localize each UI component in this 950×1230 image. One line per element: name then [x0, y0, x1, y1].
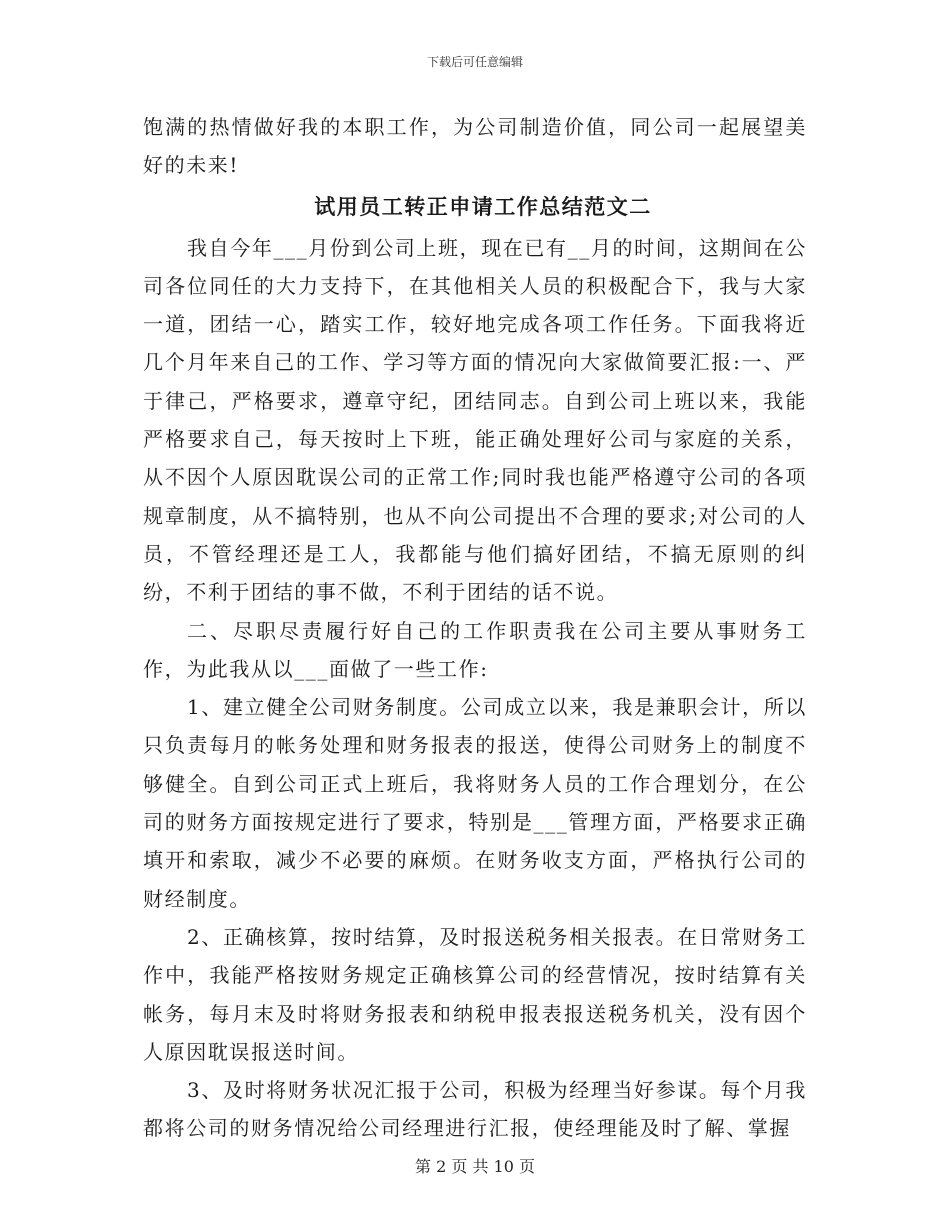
section-title: 试用员工转正申请工作总结范文二	[314, 193, 652, 219]
body-paragraph-5: 3、及时将财务状况汇报于公司，积极为经理当好参谋。每个月我都将公司的财务情况给公司经理进行汇报，使经理能及时了解、掌握	[143, 1078, 807, 1141]
body-paragraph-2: 二、尽职尽责履行好自己的工作职责我在公司主要从事财务工作，为此我从以___面做了一些工作:	[143, 618, 807, 681]
body-paragraph-3: 1、建立健全公司财务制度。公司成立以来，我是兼职会计，所以只负责每月的帐务处理和财务报表的报送，使得公司财务上的制度不够健全。自到公司正式上班后，我将财务人员的工作合理划分，在公司的财务方面按规定进行了要求，特别是___管理方面，严格要求正确填开和索取，减少不必要的麻烦。在财务收支方面，严格执行公司的财经制度。	[143, 695, 807, 911]
continuation-paragraph: 饱满的热情做好我的本职工作，为公司制造价值，同公司一起展望美好的未来!	[143, 115, 807, 178]
body-paragraph-4: 2、正确核算，按时结算，及时报送税务相关报表。在日常财务工作中，我能严格按财务规定正确核算公司的经营情况，按时结算有关帐务，每月末及时将财务报表和纳税申报表报送税务机关，没有因个人原因耽误报送时间。	[143, 924, 807, 1064]
document-body	[143, 108, 807, 1148]
page-header-note: 下载后可任意编辑	[426, 55, 523, 69]
page-number: 第 2 页 共 10 页	[415, 1157, 535, 1176]
body-paragraph-1: 我自今年___月份到公司上班，现在已有__月的时间，这期间在公司各位同任的大力支持下，在其他相关人员的积极配合下，我与大家一道，团结一心，踏实工作，较好地完成各项工作任务。下面我将近几个月年来自己的工作、学习等方面的情况向大家做简要汇报:一、严于律己，严格要求，遵章守纪，团结同志。自到公司上班以来，我能严格要求自己，每天按时上下班，能正确处理好公司与家庭的关系，从不因个人原因耽误公司的正常工作;同时我也能严格遵守公司的各项规章制度，从不搞特别，也从不向公司提出不合理的要求;对公司的人员，不管经理还是工人，我都能与他们搞好团结，不搞无原则的纠纷，不利于团结的事不做，不利于团结的话不说。	[143, 235, 807, 605]
